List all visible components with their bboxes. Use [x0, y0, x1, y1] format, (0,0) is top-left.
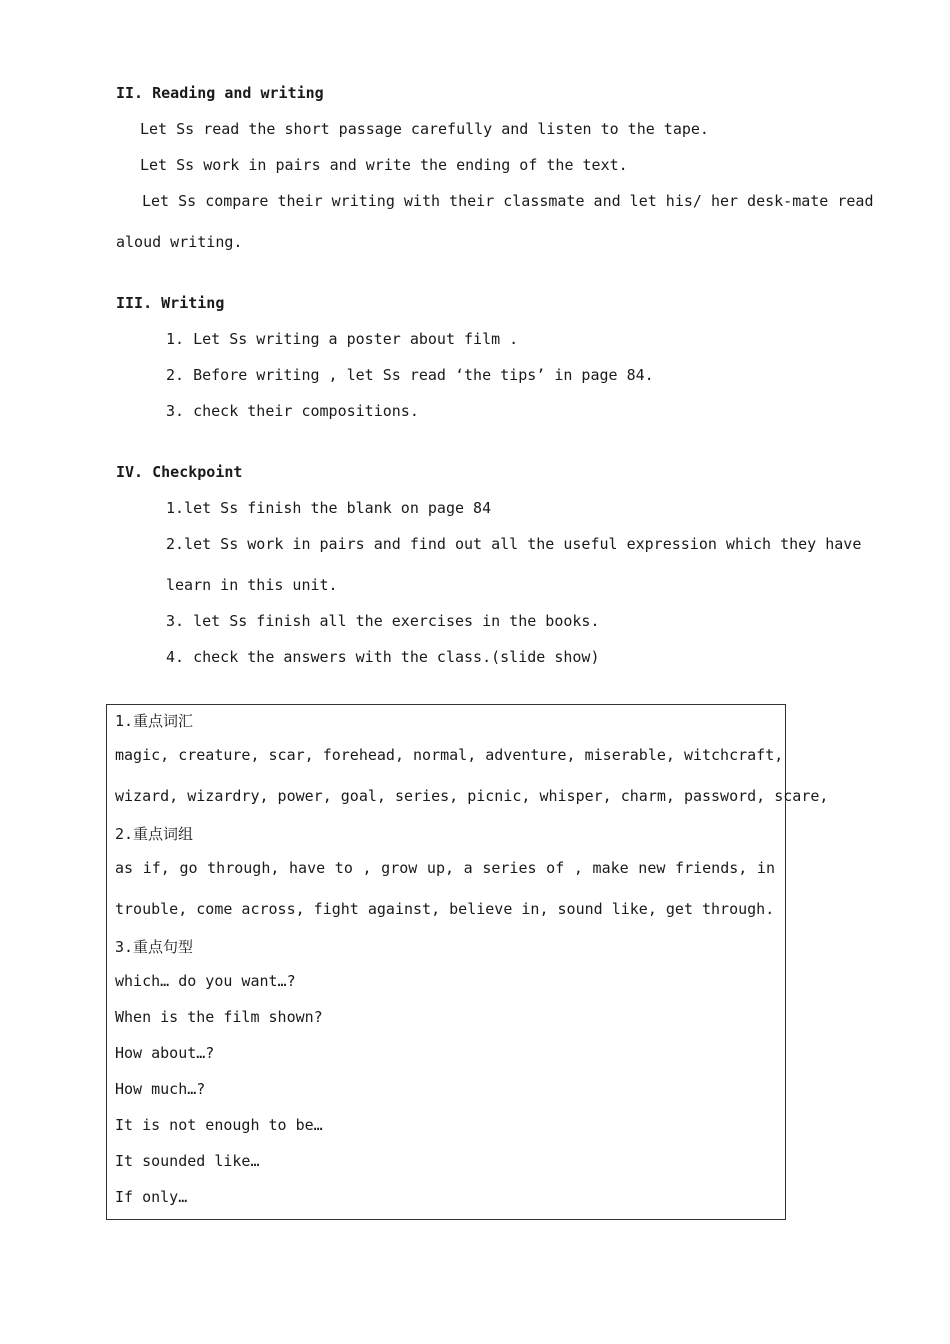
- phrases-title: 2.重点词组: [115, 825, 194, 843]
- list-item: 2.let Ss work in pairs and find out all the useful expression which they have: [166, 535, 862, 553]
- sentence-pattern: How about…?: [115, 1044, 215, 1062]
- vocab-line: magic, creature, scar, forehead, normal, adventure, miserable, witchcraft,: [115, 746, 784, 764]
- list-item: 1.let Ss finish the blank on page 84: [166, 499, 492, 517]
- sentence-pattern: which… do you want…?: [115, 972, 296, 990]
- sentences-title: 3.重点句型: [115, 938, 194, 956]
- vocab-line: wizard, wizardry, power, goal, series, picnic, whisper, charm, password, scare,: [115, 787, 829, 805]
- list-item: 1. Let Ss writing a poster about film .: [166, 330, 519, 348]
- section-heading-writing: III. Writing: [116, 294, 225, 312]
- sentence-pattern: How much…?: [115, 1080, 206, 1098]
- sentence-pattern: It is not enough to be…: [115, 1116, 323, 1134]
- sentence-pattern: When is the film shown?: [115, 1008, 323, 1026]
- section-heading-reading-writing: II. Reading and writing: [116, 84, 324, 102]
- section-heading-checkpoint: IV. Checkpoint: [116, 463, 243, 481]
- paragraph-line: Let Ss compare their writing with their classmate and let his/ her desk-mate read: [142, 192, 874, 210]
- phrases-line: trouble, come across, fight against, believe in, sound like, get through.: [115, 900, 775, 918]
- sentence-pattern: It sounded like…: [115, 1152, 260, 1170]
- paragraph-line: Let Ss read the short passage carefully and listen to the tape.: [140, 120, 709, 138]
- list-item-continuation: learn in this unit.: [166, 576, 338, 594]
- list-item: 2. Before writing , let Ss read ‘the tips’ in page 84.: [166, 366, 654, 384]
- list-item: 3. let Ss finish all the exercises in the books.: [166, 612, 600, 630]
- paragraph-line: aloud writing.: [116, 233, 243, 251]
- sentence-pattern: If only…: [115, 1188, 188, 1206]
- list-item: 4. check the answers with the class.(slide show): [166, 648, 600, 666]
- paragraph-line: Let Ss work in pairs and write the ending of the text.: [140, 156, 628, 174]
- phrases-line: as if, go through, have to , grow up, a series of , make new friends, in: [115, 859, 775, 877]
- list-item: 3. check their compositions.: [166, 402, 419, 420]
- vocab-title: 1.重点词汇: [115, 712, 194, 730]
- summary-box: [106, 704, 829, 1220]
